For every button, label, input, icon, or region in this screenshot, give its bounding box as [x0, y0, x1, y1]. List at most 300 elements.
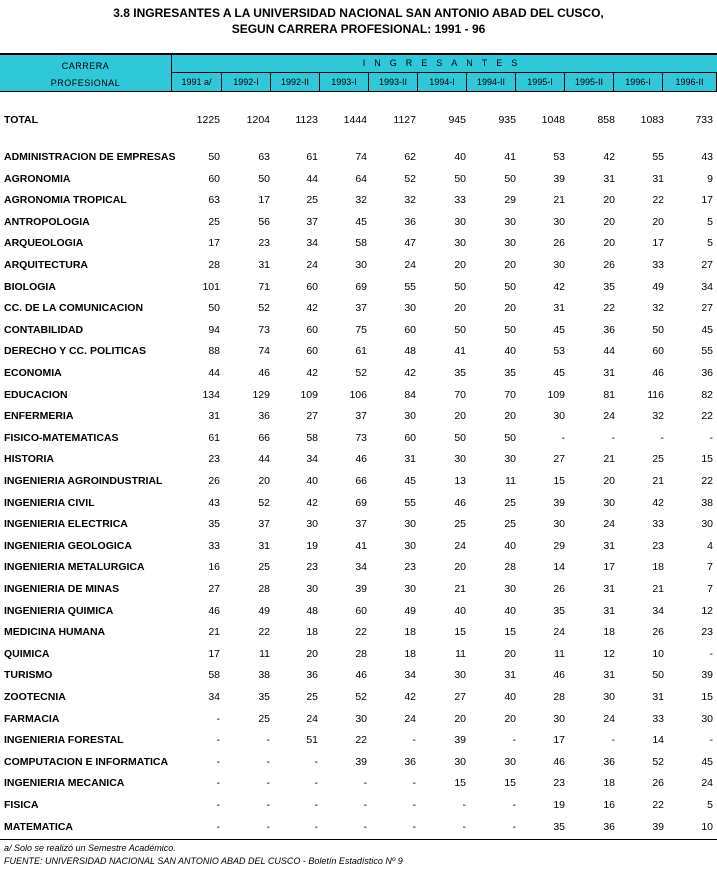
value-cell: 25 — [652, 453, 664, 466]
value-cell: 69 — [355, 496, 367, 509]
value-cell: 45 — [553, 323, 565, 336]
header-semester: 1993-II — [369, 73, 418, 92]
table-row — [0, 322, 717, 338]
table-row — [0, 257, 717, 273]
career-name: ENFERMERIA — [4, 410, 74, 423]
value-cell: 22 — [701, 410, 713, 423]
value-cell: 55 — [652, 151, 664, 163]
value-cell: 64 — [355, 172, 367, 185]
value-cell: 23 — [701, 626, 713, 639]
career-name: INGENIERIA METALURGICA — [4, 561, 145, 574]
value-cell: 25 — [208, 215, 220, 228]
value-cell: 18 — [603, 777, 615, 790]
career-name: COMPUTACION E INFORMATICA — [4, 755, 169, 768]
value-cell: 20 — [454, 302, 466, 315]
value-cell: 24 — [603, 712, 615, 725]
value-cell: 60 — [404, 323, 416, 336]
value-cell: 39 — [553, 496, 565, 509]
value-cell: 50 — [504, 323, 516, 336]
value-cell: 88 — [208, 345, 220, 358]
value-cell: 14 — [553, 561, 565, 574]
value-cell: - — [314, 777, 318, 790]
value-cell: 18 — [404, 626, 416, 639]
value-cell: 46 — [553, 669, 565, 682]
value-cell: 30 — [553, 410, 565, 423]
value-cell: 50 — [208, 302, 220, 315]
table-row — [0, 408, 717, 424]
value-cell: - — [512, 734, 516, 747]
value-cell: 60 — [306, 280, 318, 293]
value-cell: - — [216, 777, 220, 790]
value-cell: 36 — [306, 669, 318, 682]
value-cell: 33 — [652, 259, 664, 271]
value-cell: 25 — [504, 496, 516, 509]
value-cell: 1048 — [541, 114, 565, 126]
table-row — [0, 797, 717, 813]
header-semester: 1992-II — [271, 73, 320, 92]
value-cell: 52 — [652, 755, 664, 768]
value-cell: 1444 — [343, 114, 367, 126]
table-row — [0, 430, 717, 446]
value-cell: 33 — [454, 194, 466, 207]
value-cell: 25 — [504, 518, 516, 531]
value-cell: - — [363, 820, 367, 833]
value-cell: 35 — [208, 518, 220, 531]
value-cell: 27 — [701, 259, 713, 271]
value-cell: 30 — [504, 453, 516, 466]
value-cell: 41 — [454, 345, 466, 358]
value-cell: 22 — [355, 734, 367, 747]
career-name: INGENIERIA MECANICA — [4, 777, 125, 790]
value-cell: 36 — [603, 755, 615, 768]
value-cell: 28 — [504, 561, 516, 574]
career-name: ARQUITECTURA — [4, 259, 88, 271]
value-cell: 1127 — [393, 114, 416, 126]
source-note: FUENTE: UNIVERSIDAD NACIONAL SAN ANTONIO ABAD DEL CUSCO - Boletín Estadístico Nº 9 — [4, 856, 403, 866]
value-cell: 21 — [208, 626, 220, 639]
value-cell: 31 — [603, 604, 615, 617]
value-cell: 35 — [258, 691, 270, 703]
career-name: TURISMO — [4, 669, 53, 682]
value-cell: - — [363, 799, 367, 811]
value-cell: 20 — [454, 561, 466, 574]
header-semester: 1992-I — [222, 73, 271, 92]
value-cell: 34 — [355, 561, 367, 574]
value-cell: 60 — [652, 345, 664, 358]
header-semester: 1995-II — [565, 73, 614, 92]
value-cell: 25 — [258, 561, 270, 574]
career-name: ZOOTECNIA — [4, 691, 66, 703]
value-cell: 21 — [553, 194, 565, 207]
value-cell: 9 — [707, 172, 713, 185]
value-cell: 46 — [258, 367, 270, 379]
value-cell: - — [412, 777, 416, 790]
value-cell: 34 — [306, 237, 318, 250]
value-cell: 74 — [258, 345, 270, 358]
value-cell: 4 — [707, 539, 713, 552]
value-cell: 20 — [504, 259, 516, 271]
value-cell: 24 — [404, 712, 416, 725]
value-cell: 33 — [652, 518, 664, 531]
value-cell: 53 — [553, 345, 565, 358]
value-cell: 21 — [603, 453, 615, 466]
value-cell: 81 — [603, 388, 615, 401]
value-cell: 30 — [504, 755, 516, 768]
value-cell: 94 — [208, 323, 220, 336]
value-cell: 33 — [652, 712, 664, 725]
career-name: BIOLOGIA — [4, 280, 56, 293]
value-cell: 58 — [355, 237, 367, 250]
career-name: EDUCACION — [4, 388, 68, 401]
career-name: ECONOMIA — [4, 367, 62, 379]
value-cell: 30 — [355, 712, 367, 725]
value-cell: 52 — [355, 691, 367, 703]
value-cell: - — [266, 734, 270, 747]
value-cell: 30 — [603, 496, 615, 509]
value-cell: 20 — [504, 712, 516, 725]
value-cell: 30 — [454, 215, 466, 228]
value-cell: - — [314, 820, 318, 833]
value-cell: 84 — [404, 388, 416, 401]
value-cell: 50 — [652, 323, 664, 336]
value-cell: 20 — [454, 712, 466, 725]
value-cell: 10 — [652, 647, 664, 660]
value-cell: 11 — [554, 647, 565, 660]
value-cell: 10 — [701, 820, 713, 833]
value-cell: - — [412, 734, 416, 747]
value-cell: 42 — [553, 280, 565, 293]
value-cell: 46 — [355, 453, 367, 466]
total-row — [0, 112, 717, 128]
value-cell: 34 — [306, 453, 318, 466]
value-cell: 46 — [355, 669, 367, 682]
table-row — [0, 343, 717, 359]
value-cell: - — [412, 820, 416, 833]
value-cell: 25 — [306, 691, 318, 703]
value-cell: 13 — [454, 475, 466, 487]
value-cell: 73 — [355, 431, 367, 444]
value-cell: - — [266, 799, 270, 811]
value-cell: 31 — [258, 539, 270, 552]
value-cell: 935 — [498, 114, 516, 126]
value-cell: 48 — [404, 345, 416, 358]
value-cell: - — [216, 712, 220, 725]
value-cell: 27 — [208, 583, 220, 595]
table-row — [0, 365, 717, 381]
value-cell: 20 — [652, 215, 664, 228]
value-cell: 49 — [404, 604, 416, 617]
value-cell: 60 — [404, 431, 416, 444]
value-cell: 20 — [603, 194, 615, 207]
value-cell: 20 — [504, 302, 516, 315]
value-cell: 35 — [553, 820, 565, 833]
value-cell: 58 — [208, 669, 220, 682]
career-name: QUIMICA — [4, 647, 50, 660]
value-cell: 23 — [258, 237, 270, 250]
value-cell: 38 — [701, 496, 713, 509]
value-cell: 61 — [355, 345, 367, 358]
value-cell: 39 — [652, 820, 664, 833]
value-cell: 30 — [454, 453, 466, 466]
value-cell: 22 — [652, 194, 664, 207]
value-cell: 31 — [652, 172, 664, 185]
value-cell: 1083 — [640, 114, 664, 126]
value-cell: 42 — [306, 302, 318, 315]
value-cell: 38 — [258, 669, 270, 682]
value-cell: 27 — [701, 302, 713, 315]
career-name: INGENIERIA FORESTAL — [4, 734, 124, 747]
value-cell: 129 — [252, 388, 270, 401]
value-cell: 30 — [553, 215, 565, 228]
value-cell: - — [314, 755, 318, 768]
value-cell: 45 — [701, 323, 713, 336]
table-row — [0, 300, 717, 316]
value-cell: 30 — [553, 712, 565, 725]
value-cell: 36 — [404, 215, 416, 228]
value-cell: 37 — [355, 302, 367, 315]
value-cell: - — [462, 820, 466, 833]
value-cell: 858 — [597, 114, 615, 126]
value-cell: 31 — [603, 583, 615, 595]
value-cell: - — [660, 431, 664, 444]
value-cell: 40 — [504, 345, 516, 358]
value-cell: 101 — [202, 280, 220, 293]
value-cell: 17 — [652, 237, 664, 250]
value-cell: 109 — [300, 388, 318, 401]
value-cell: 22 — [603, 302, 615, 315]
value-cell: 30 — [504, 237, 516, 250]
value-cell: 134 — [202, 388, 220, 401]
value-cell: 26 — [652, 626, 664, 639]
value-cell: - — [561, 431, 565, 444]
value-cell: 50 — [454, 323, 466, 336]
value-cell: 41 — [355, 539, 367, 552]
value-cell: 82 — [701, 388, 713, 401]
value-cell: 40 — [454, 151, 466, 163]
value-cell: 24 — [454, 539, 466, 552]
value-cell: 71 — [258, 280, 270, 293]
value-cell: 53 — [553, 151, 565, 163]
value-cell: 40 — [504, 539, 516, 552]
value-cell: - — [512, 820, 516, 833]
value-cell: - — [412, 799, 416, 811]
value-cell: 14 — [652, 734, 664, 747]
value-cell: 17 — [603, 561, 615, 574]
value-cell: 23 — [208, 453, 220, 466]
value-cell: 36 — [258, 410, 270, 423]
value-cell: 66 — [258, 431, 270, 444]
value-cell: - — [611, 431, 615, 444]
value-cell: 31 — [553, 302, 565, 315]
value-cell: 22 — [355, 626, 367, 639]
value-cell: 50 — [208, 151, 220, 163]
value-cell: 733 — [695, 114, 713, 126]
value-cell: - — [216, 755, 220, 768]
value-cell: 17 — [208, 237, 220, 250]
value-cell: 1123 — [295, 114, 318, 126]
value-cell: - — [512, 799, 516, 811]
value-cell: 33 — [208, 539, 220, 552]
table-row — [0, 451, 717, 467]
value-cell: 30 — [306, 518, 318, 531]
value-cell: 24 — [701, 777, 713, 790]
value-cell: 74 — [355, 151, 367, 163]
table-row — [0, 171, 717, 187]
value-cell: 32 — [355, 194, 367, 207]
value-cell: 30 — [404, 302, 416, 315]
value-cell: 18 — [306, 626, 318, 639]
header-carrera-line2: PROFESIONAL — [50, 78, 121, 88]
value-cell: 69 — [355, 280, 367, 293]
career-name: INGENIERIA QUIMICA — [4, 604, 114, 617]
career-name: HISTORIA — [4, 453, 54, 466]
value-cell: 20 — [454, 410, 466, 423]
value-cell: - — [709, 431, 713, 444]
value-cell: 52 — [355, 367, 367, 379]
value-cell: - — [709, 734, 713, 747]
value-cell: - — [363, 777, 367, 790]
value-cell: 30 — [504, 215, 516, 228]
value-cell: 45 — [701, 755, 713, 768]
table-row — [0, 667, 717, 683]
value-cell: 21 — [454, 583, 466, 595]
value-cell: 44 — [603, 345, 615, 358]
table-row — [0, 732, 717, 748]
table-row — [0, 754, 717, 770]
value-cell: 17 — [701, 194, 713, 207]
value-cell: 31 — [504, 669, 516, 682]
footer-divider — [0, 839, 717, 840]
value-cell: 51 — [306, 734, 318, 747]
career-name: CONTABILIDAD — [4, 323, 84, 336]
table-row — [0, 192, 717, 208]
value-cell: 30 — [553, 259, 565, 271]
value-cell: 36 — [603, 820, 615, 833]
header-carrera — [0, 55, 172, 92]
value-cell: 56 — [258, 215, 270, 228]
value-cell: 20 — [454, 259, 466, 271]
value-cell: 15 — [553, 475, 565, 487]
value-cell: 45 — [404, 475, 416, 487]
total-label: TOTAL — [4, 114, 39, 126]
value-cell: - — [266, 777, 270, 790]
value-cell: 35 — [454, 367, 466, 379]
value-cell: 40 — [504, 691, 516, 703]
value-cell: 29 — [504, 194, 516, 207]
value-cell: 49 — [652, 280, 664, 293]
value-cell: 26 — [553, 583, 565, 595]
career-name: CC. DE LA COMUNICACION — [4, 302, 144, 315]
value-cell: 73 — [258, 323, 270, 336]
value-cell: 30 — [454, 237, 466, 250]
value-cell: 70 — [454, 388, 466, 401]
value-cell: 20 — [603, 215, 615, 228]
value-cell: 17 — [553, 734, 565, 747]
value-cell: 32 — [652, 302, 664, 315]
value-cell: 50 — [258, 172, 270, 185]
table-title-line1: 3.8 INGRESANTES A LA UNIVERSIDAD NACIONAL SAN ANTONIO ABAD DEL CUSCO, — [113, 6, 604, 20]
table-row — [0, 149, 717, 165]
table-row — [0, 214, 717, 230]
value-cell: 41 — [504, 151, 516, 163]
value-cell: 55 — [404, 496, 416, 509]
career-name: INGENIERIA GEOLOGICA — [4, 539, 132, 552]
value-cell: 36 — [404, 755, 416, 768]
value-cell: 25 — [258, 712, 270, 725]
value-cell: 21 — [652, 583, 664, 595]
value-cell: 30 — [355, 259, 367, 271]
value-cell: 25 — [454, 518, 466, 531]
value-cell: 11 — [505, 475, 516, 487]
value-cell: 32 — [652, 410, 664, 423]
value-cell: 26 — [603, 259, 615, 271]
value-cell: 40 — [306, 475, 318, 487]
value-cell: 30 — [603, 691, 615, 703]
value-cell: 34 — [652, 604, 664, 617]
value-cell: 58 — [306, 431, 318, 444]
value-cell: 15 — [454, 626, 466, 639]
table-title-line2: SEGUN CARRERA PROFESIONAL: 1991 - 96 — [231, 22, 486, 36]
value-cell: 31 — [603, 367, 615, 379]
header-carrera-line1: CARRERA — [61, 61, 110, 71]
value-cell: 37 — [306, 215, 318, 228]
value-cell: 42 — [404, 367, 416, 379]
value-cell: 39 — [701, 669, 713, 682]
value-cell: 45 — [553, 367, 565, 379]
value-cell: 47 — [404, 237, 416, 250]
career-name: FISICO-MATEMATICAS — [4, 431, 119, 444]
value-cell: 1204 — [246, 114, 270, 126]
value-cell: 31 — [603, 172, 615, 185]
value-cell: 5 — [707, 237, 713, 250]
value-cell: 24 — [404, 259, 416, 271]
value-cell: 20 — [306, 647, 318, 660]
career-name: AGRONOMIA — [4, 172, 71, 185]
value-cell: 50 — [652, 669, 664, 682]
value-cell: 49 — [258, 604, 270, 617]
value-cell: 19 — [306, 539, 318, 552]
value-cell: 30 — [306, 583, 318, 595]
value-cell: 26 — [553, 237, 565, 250]
value-cell: 42 — [652, 496, 664, 509]
value-cell: 116 — [647, 388, 664, 401]
value-cell: 16 — [603, 799, 615, 811]
value-cell: 31 — [603, 539, 615, 552]
value-cell: 45 — [355, 215, 367, 228]
value-cell: 70 — [504, 388, 516, 401]
value-cell: 12 — [701, 604, 713, 617]
table-row — [0, 235, 717, 251]
value-cell: 42 — [306, 496, 318, 509]
value-cell: 20 — [504, 647, 516, 660]
value-cell: 32 — [404, 194, 416, 207]
value-cell: 18 — [603, 626, 615, 639]
value-cell: 17 — [208, 647, 220, 660]
value-cell: 55 — [404, 280, 416, 293]
career-name: INGENIERIA DE MINAS — [4, 583, 120, 595]
value-cell: 36 — [701, 367, 713, 379]
value-cell: 75 — [355, 323, 367, 336]
value-cell: 50 — [504, 431, 516, 444]
value-cell: 11 — [455, 647, 466, 660]
career-name: ANTROPOLOGIA — [4, 215, 90, 228]
value-cell: 7 — [707, 561, 713, 574]
value-cell: 39 — [454, 734, 466, 747]
value-cell: 42 — [404, 691, 416, 703]
value-cell: 46 — [553, 755, 565, 768]
header-semester: 1991 a/ — [172, 73, 222, 92]
value-cell: 43 — [701, 151, 713, 163]
